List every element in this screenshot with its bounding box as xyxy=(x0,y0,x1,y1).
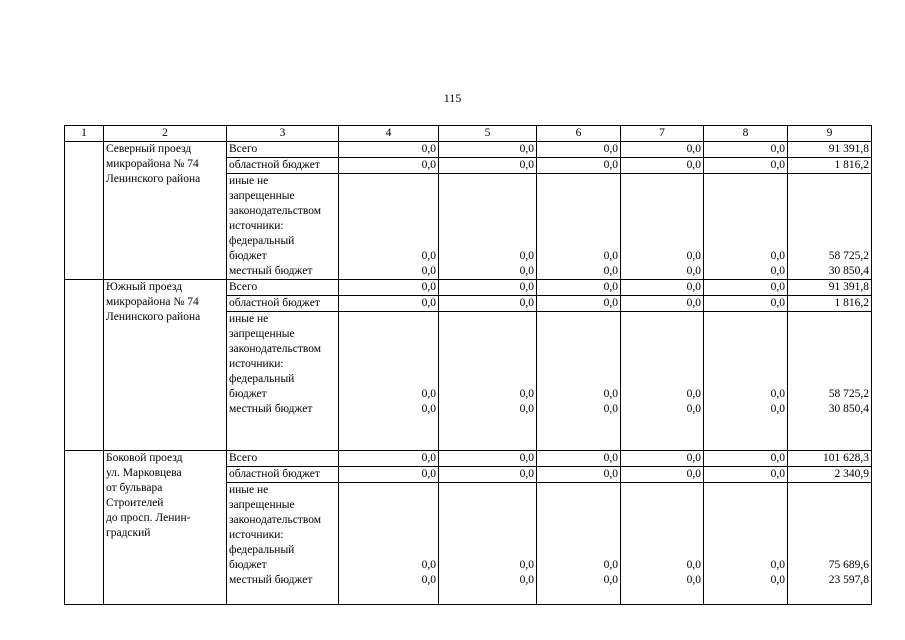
col-header-6: 6 xyxy=(537,126,621,142)
header-row xyxy=(65,126,872,142)
value-cell: 1 816,2 xyxy=(788,296,872,312)
table-row xyxy=(65,142,872,158)
value-cell: 0,0 xyxy=(704,402,788,451)
funding-source-label: местный бюджет xyxy=(227,573,339,605)
value-cell: 0,0 xyxy=(704,264,788,280)
funding-source-label: иные не запрещенные законодательством источники: федеральный бюджет xyxy=(227,174,339,265)
value-cell: 0,0 xyxy=(704,467,788,483)
value-cell: 0,0 xyxy=(621,402,704,451)
col-header-5: 5 xyxy=(439,126,537,142)
value-cell: 91 391,8 xyxy=(788,280,872,296)
value-cell: 0,0 xyxy=(704,451,788,467)
col-header-7: 7 xyxy=(621,126,704,142)
value-cell: 58 725,2 xyxy=(788,174,872,265)
value-cell: 75 689,6 xyxy=(788,483,872,574)
value-cell: 0,0 xyxy=(621,312,704,403)
value-cell: 0,0 xyxy=(704,573,788,605)
value-cell: 0,0 xyxy=(537,264,621,280)
row-number-cell xyxy=(65,451,104,605)
value-cell: 0,0 xyxy=(339,402,439,451)
value-cell: 0,0 xyxy=(439,451,537,467)
value-cell: 0,0 xyxy=(439,402,537,451)
value-cell: 0,0 xyxy=(339,296,439,312)
value-cell: 2 340,9 xyxy=(788,467,872,483)
col-header-4: 4 xyxy=(339,126,439,142)
value-cell: 30 850,4 xyxy=(788,402,872,451)
value-cell: 0,0 xyxy=(704,312,788,403)
value-cell: 0,0 xyxy=(339,158,439,174)
value-cell: 0,0 xyxy=(704,142,788,158)
value-cell: 0,0 xyxy=(339,142,439,158)
value-cell: 0,0 xyxy=(339,451,439,467)
row-number-cell xyxy=(65,280,104,451)
value-cell: 0,0 xyxy=(537,312,621,403)
object-name: Южный проезд микрорайона № 74 Ленинского района xyxy=(104,280,227,451)
funding-source-label: Всего xyxy=(227,451,339,467)
col-header-8: 8 xyxy=(704,126,788,142)
value-cell: 0,0 xyxy=(537,174,621,265)
value-cell: 0,0 xyxy=(537,467,621,483)
value-cell: 0,0 xyxy=(537,483,621,574)
value-cell: 91 391,8 xyxy=(788,142,872,158)
funding-source-label: местный бюджет xyxy=(227,264,339,280)
value-cell: 0,0 xyxy=(439,158,537,174)
row-number-cell xyxy=(65,142,104,280)
col-header-9: 9 xyxy=(788,126,872,142)
table-row xyxy=(65,280,872,296)
funding-source-label: Всего xyxy=(227,280,339,296)
value-cell: 0,0 xyxy=(439,312,537,403)
value-cell: 0,0 xyxy=(439,264,537,280)
value-cell: 0,0 xyxy=(704,483,788,574)
value-cell: 0,0 xyxy=(339,483,439,574)
col-header-2: 2 xyxy=(104,126,227,142)
value-cell: 0,0 xyxy=(439,573,537,605)
value-cell: 0,0 xyxy=(339,312,439,403)
funding-source-label: областной бюджет xyxy=(227,158,339,174)
object-name: Северный проезд микрорайона № 74 Ленинского района xyxy=(104,142,227,280)
value-cell: 0,0 xyxy=(621,483,704,574)
value-cell: 0,0 xyxy=(439,467,537,483)
value-cell: 0,0 xyxy=(621,296,704,312)
value-cell: 0,0 xyxy=(704,174,788,265)
value-cell: 0,0 xyxy=(621,573,704,605)
funding-source-label: областной бюджет xyxy=(227,467,339,483)
table-row xyxy=(65,451,872,467)
value-cell: 0,0 xyxy=(537,142,621,158)
value-cell: 0,0 xyxy=(704,158,788,174)
value-cell: 0,0 xyxy=(339,280,439,296)
value-cell: 0,0 xyxy=(621,280,704,296)
value-cell: 0,0 xyxy=(621,467,704,483)
value-cell: 0,0 xyxy=(439,296,537,312)
value-cell: 23 597,8 xyxy=(788,573,872,605)
page-number: 115 xyxy=(443,91,462,105)
value-cell: 1 816,2 xyxy=(788,158,872,174)
value-cell: 0,0 xyxy=(439,142,537,158)
value-cell: 0,0 xyxy=(439,483,537,574)
funding-source-label: иные не запрещенные законодательством источники: федеральный бюджет xyxy=(227,483,339,574)
value-cell: 0,0 xyxy=(704,280,788,296)
budget-table xyxy=(64,125,872,605)
object-name: Боковой проезд ул. Марковцева от бульвара Строителей до просп. Ленин- градский xyxy=(104,451,227,605)
value-cell: 0,0 xyxy=(621,174,704,265)
col-header-3: 3 xyxy=(227,126,339,142)
value-cell: 0,0 xyxy=(439,280,537,296)
value-cell: 0,0 xyxy=(621,142,704,158)
value-cell: 0,0 xyxy=(339,264,439,280)
value-cell: 0,0 xyxy=(704,296,788,312)
value-cell: 0,0 xyxy=(621,264,704,280)
funding-source-label: областной бюджет xyxy=(227,296,339,312)
value-cell: 0,0 xyxy=(537,280,621,296)
value-cell: 0,0 xyxy=(537,451,621,467)
value-cell: 0,0 xyxy=(537,296,621,312)
value-cell: 0,0 xyxy=(537,402,621,451)
value-cell: 101 628,3 xyxy=(788,451,872,467)
value-cell: 0,0 xyxy=(439,174,537,265)
value-cell: 0,0 xyxy=(621,158,704,174)
value-cell: 0,0 xyxy=(339,174,439,265)
value-cell: 0,0 xyxy=(537,573,621,605)
funding-source-label: иные не запрещенные законодательством источники: федеральный бюджет xyxy=(227,312,339,403)
value-cell: 0,0 xyxy=(339,573,439,605)
value-cell: 58 725,2 xyxy=(788,312,872,403)
value-cell: 0,0 xyxy=(621,451,704,467)
funding-source-label: Всего xyxy=(227,142,339,158)
value-cell: 0,0 xyxy=(339,467,439,483)
value-cell: 0,0 xyxy=(537,158,621,174)
col-header-1: 1 xyxy=(65,126,104,142)
funding-source-label: местный бюджет xyxy=(227,402,339,451)
value-cell: 30 850,4 xyxy=(788,264,872,280)
